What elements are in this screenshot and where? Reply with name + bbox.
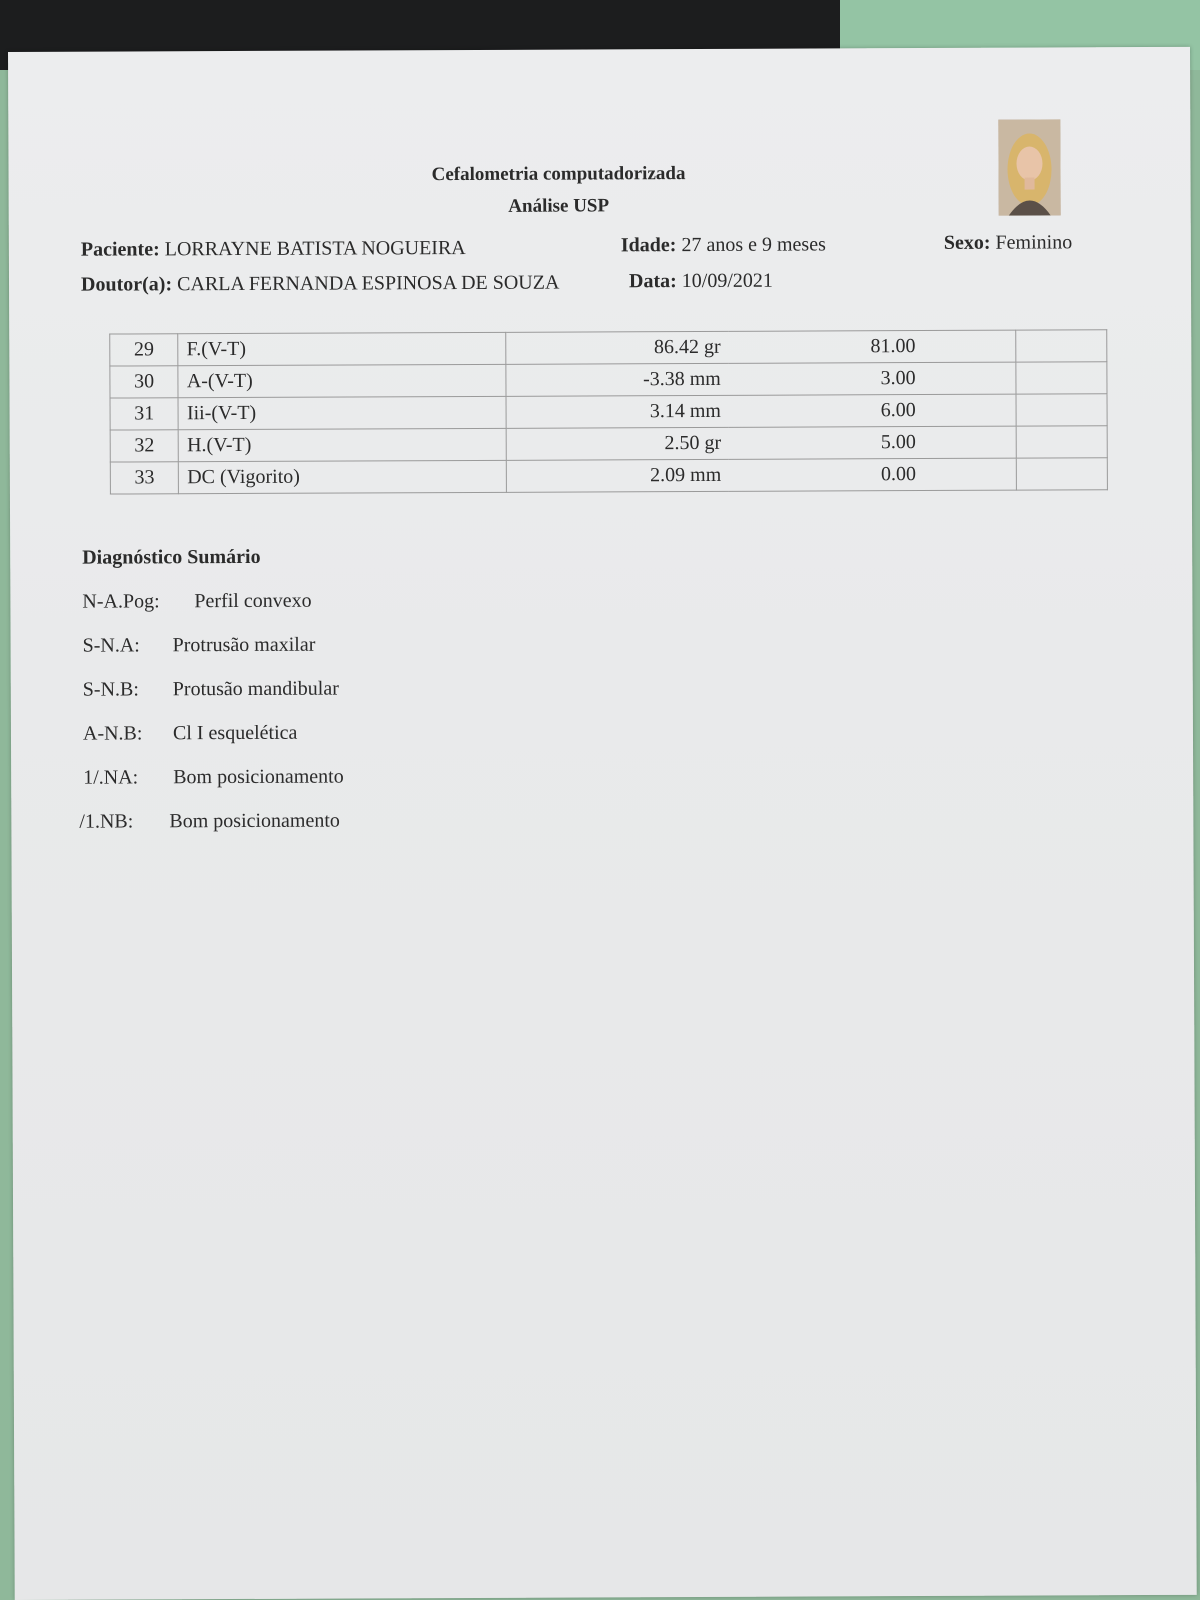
diagnosis-key: /1.NB:: [79, 810, 134, 833]
age-label: Idade:: [620, 234, 677, 257]
table-row: [110, 426, 1107, 462]
paper-sheet: [8, 47, 1197, 1600]
row-reference-value: 3.00: [729, 362, 1016, 395]
row-number: 30: [110, 366, 178, 398]
row-number: 29: [110, 334, 178, 366]
diagnosis-key: S-N.A:: [82, 634, 140, 657]
date-value: 10/09/2021: [681, 269, 773, 293]
age-value: 27 anos e 9 meses: [681, 233, 826, 257]
row-empty-cell: [1016, 426, 1107, 458]
row-empty-cell: [1016, 458, 1107, 490]
date-line: [629, 270, 773, 294]
diagnosis-value: Bom posicionamento: [173, 765, 344, 789]
patient-line: [81, 237, 466, 262]
sex-line: [944, 231, 1072, 255]
row-measured-value: 2.09 mm: [506, 459, 729, 492]
diagnosis-value: Perfil convexo: [194, 589, 312, 613]
age-line: [621, 233, 826, 257]
diagnosis-key: A-N.B:: [82, 722, 143, 745]
measurements-table: [109, 329, 1108, 494]
diagnosis-key: 1/.NA:: [83, 766, 139, 789]
sex-value: Feminino: [995, 231, 1073, 254]
doctor-line: [81, 272, 559, 297]
table-row: [110, 394, 1107, 430]
row-measure-name: DC (Vigorito): [179, 460, 507, 493]
sex-label: Sexo:: [943, 231, 991, 254]
diagnosis-title: Diagnóstico Sumário: [82, 545, 261, 569]
diagnosis-item: [83, 634, 316, 658]
doctor-name: CARLA FERNANDA ESPINOSA DE SOUZA: [177, 271, 560, 296]
row-measure-name: A-(V-T): [178, 364, 506, 397]
row-measured-value: 3.14 mm: [506, 395, 729, 428]
table-row: [110, 458, 1107, 494]
row-measured-value: 86.42 gr: [506, 331, 729, 364]
row-number: 32: [110, 430, 178, 462]
diagnosis-item: [83, 678, 339, 702]
patient-label: Paciente:: [80, 238, 160, 261]
diagnosis-item: [83, 722, 298, 746]
table-row: [110, 330, 1107, 366]
diagnosis-item: [83, 766, 344, 790]
diagnosis-value: Protusão mandibular: [172, 677, 339, 701]
row-empty-cell: [1016, 330, 1107, 362]
row-measured-value: 2.50 gr: [506, 427, 729, 460]
row-reference-value: 5.00: [729, 426, 1016, 459]
row-measure-name: F.(V-T): [178, 332, 506, 365]
patient-photo: [998, 119, 1060, 215]
diagnosis-item: [79, 810, 340, 834]
diagnosis-item: [82, 590, 311, 614]
diagnosis-key: S-N.B:: [82, 678, 139, 701]
row-empty-cell: [1016, 362, 1107, 394]
row-reference-value: 81.00: [729, 330, 1016, 363]
row-number: 31: [110, 398, 178, 430]
doctor-label: Doutor(a):: [80, 273, 173, 296]
row-empty-cell: [1016, 394, 1107, 426]
diagnosis-value: Cl I esquelética: [172, 721, 298, 745]
diagnosis-key: N-A.Pog:: [82, 590, 160, 613]
document-subtitle: Análise USP: [508, 195, 610, 217]
diagnosis-value: Bom posicionamento: [169, 809, 340, 833]
row-measure-name: H.(V-T): [179, 428, 507, 461]
row-measured-value: -3.38 mm: [506, 363, 729, 396]
row-measure-name: Iii-(V-T): [178, 396, 506, 429]
row-number: 33: [110, 462, 178, 494]
row-reference-value: 0.00: [729, 458, 1016, 491]
row-reference-value: 6.00: [729, 394, 1016, 427]
table-row: [110, 362, 1107, 398]
diagnosis-value: Protrusão maxilar: [172, 633, 316, 657]
date-label: Data:: [628, 270, 677, 293]
document-title: Cefalometria computadorizada: [431, 163, 686, 186]
patient-name: LORRAYNE BATISTA NOGUEIRA: [164, 237, 466, 261]
